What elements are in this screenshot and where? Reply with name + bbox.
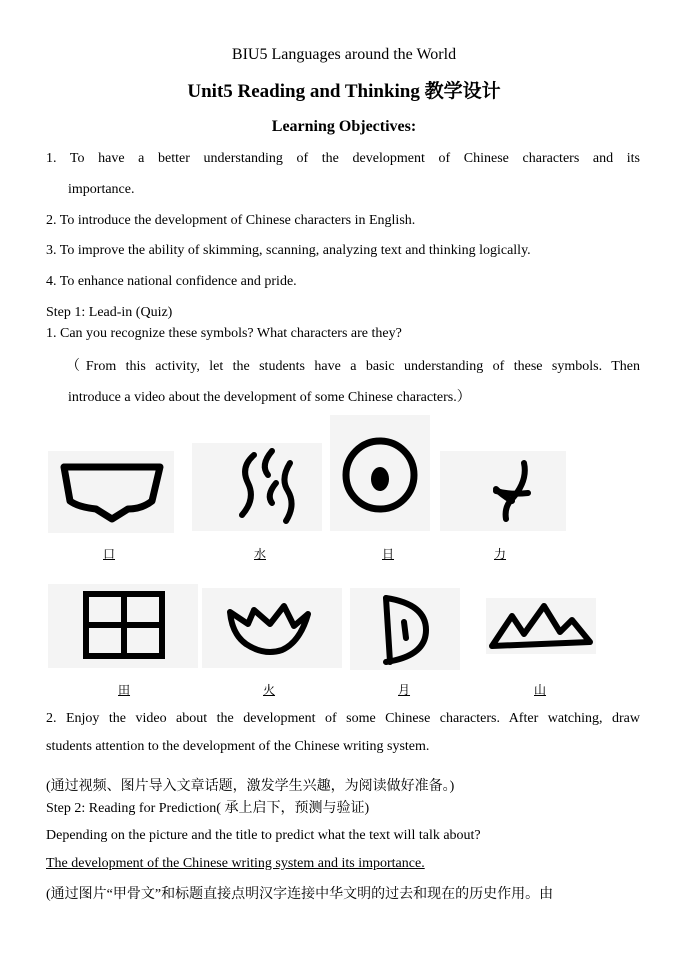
- step-2-heading: Step 2: Reading for Prediction( 承上启下，预测与验证): [46, 801, 370, 816]
- oracle-glyph-field-image: [48, 584, 198, 668]
- step-1-question-1: 1. Can you recognize these symbols? What characters are they?: [46, 326, 402, 341]
- oracle-glyph-moon-image: [350, 588, 460, 670]
- oracle-glyph-water-image: [192, 443, 322, 531]
- step-1-heading: Step 1: Lead-in (Quiz): [46, 305, 173, 320]
- objective-3: 3. To improve the ability of skimming, scanning, analyzing text and thinking logically.: [46, 243, 531, 258]
- oracle-glyph-mouth-image: [48, 451, 174, 533]
- glyph-label-mouth: 口: [103, 547, 116, 561]
- glyph-label-strength: 力: [494, 547, 507, 561]
- glyph-label-fire: 火: [263, 683, 276, 697]
- step-1-question-2-line-1: 2. Enjoy the video about the development of some Chinese characters. After watching, draw: [46, 711, 640, 726]
- objective-1-line-2: importance.: [68, 182, 135, 197]
- objective-1-line-1: 1. To have a better understanding of the development of Chinese characters and its: [46, 151, 640, 166]
- step-1-note-line-1: （From this activity, let the students have a basic understanding of these symbols. Then: [66, 359, 640, 374]
- step-2-chinese-note: (通过图片“甲骨文”和标题直接点明汉字连接中华文明的过去和现在的历史作用。由: [46, 887, 554, 902]
- document-title: Unit5 Reading and Thinking 教学设计: [187, 81, 501, 102]
- oracle-glyph-mountain-image: [486, 598, 596, 654]
- step-1-note-line-2: introduce a video about the development of some Chinese characters.）: [68, 390, 471, 405]
- step-1-chinese-note: (通过视频、图片导入文章话题，激发学生兴趣，为阅读做好准备。): [46, 779, 455, 794]
- oracle-glyph-sun-image: [330, 415, 430, 531]
- glyph-label-moon: 月: [398, 683, 411, 697]
- step-2-prompt: Depending on the picture and the title to predict what the text will talk about?: [46, 828, 481, 843]
- oracle-glyph-strength-image: [440, 451, 566, 531]
- oracle-glyph-fire-image: [202, 588, 342, 668]
- step-2-answer: The development of the Chinese writing system and its importance.: [46, 856, 425, 871]
- glyph-label-water: 水: [254, 547, 267, 561]
- document-subtitle: BIU5 Languages around the World: [231, 46, 457, 63]
- objective-4: 4. To enhance national confidence and pride.: [46, 274, 297, 289]
- objective-2: 2. To introduce the development of Chinese characters in English.: [46, 213, 416, 228]
- learning-objectives-heading: Learning Objectives:: [271, 118, 417, 135]
- step-1-question-2-line-2: students attention to the development of the Chinese writing system.: [46, 739, 430, 754]
- glyph-label-mountain: 山: [534, 683, 547, 697]
- glyph-label-field: 田: [118, 683, 131, 697]
- glyph-label-sun: 日: [382, 547, 395, 561]
